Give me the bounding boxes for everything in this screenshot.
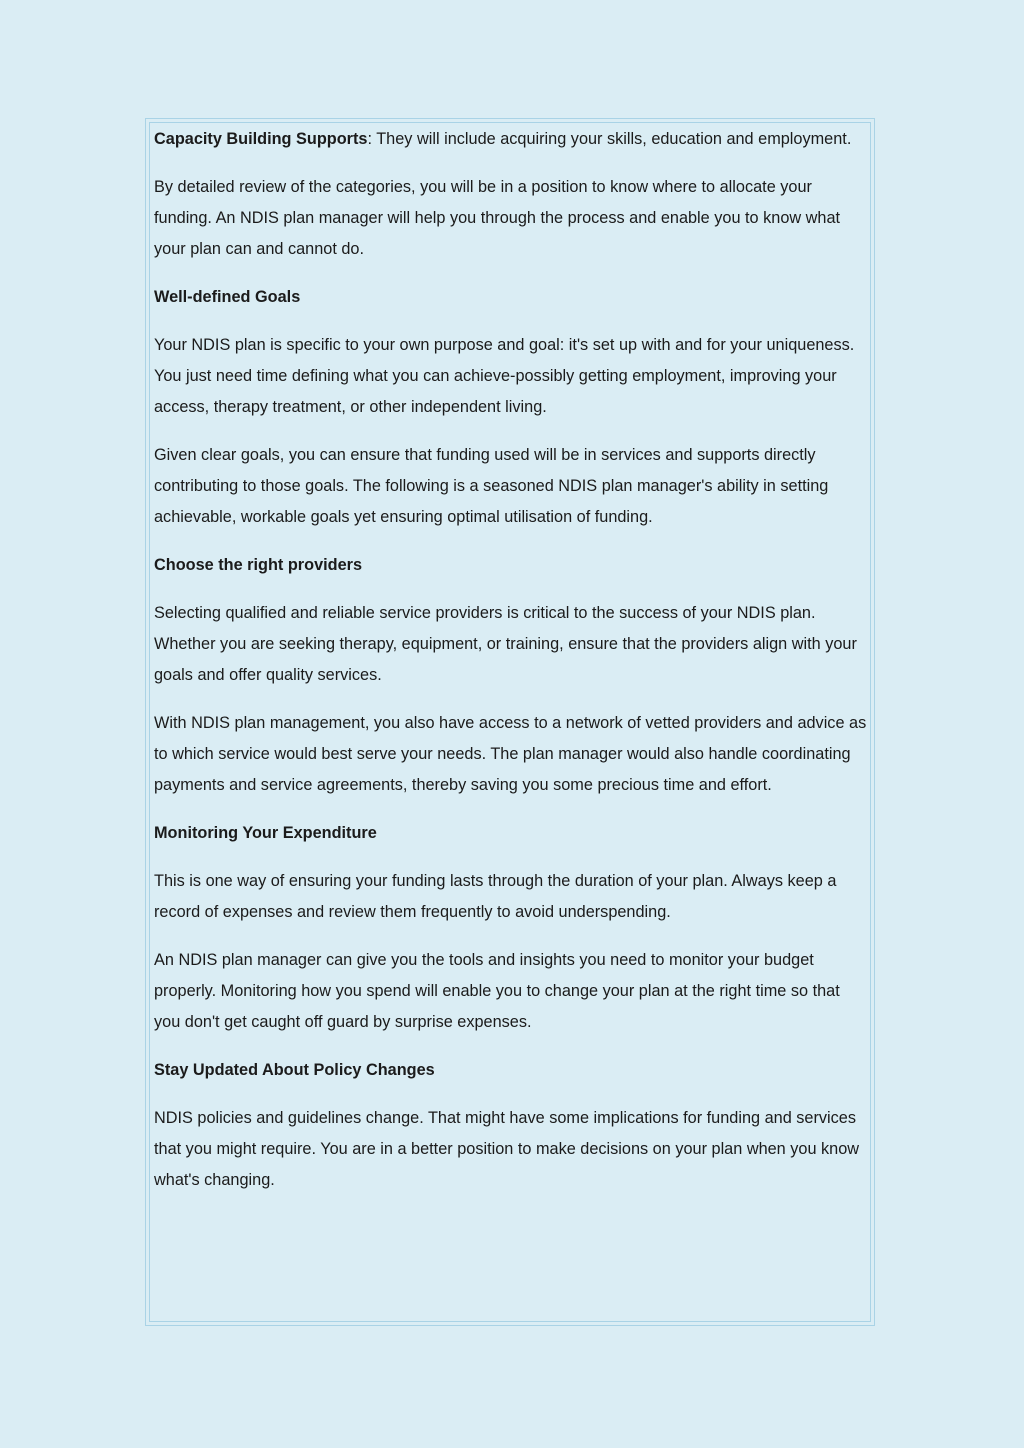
paragraph-plan-specific: Your NDIS plan is specific to your own purpose and goal: it's set up with and for your uniqueness. You just need time defining what you can achieve-possibly getting employment, improving your access, therapy treatment, or other independent living. bbox=[154, 336, 855, 416]
document-body bbox=[154, 124, 870, 1213]
heading-policy-changes: Stay Updated About Policy Changes bbox=[154, 1061, 435, 1079]
paragraph-funding-lasts: This is one way of ensuring your funding lasts through the duration of your plan. Always keep a record of expenses and review them frequently to avoid underspending. bbox=[154, 872, 837, 921]
heading-monitoring-expenditure: Monitoring Your Expenditure bbox=[154, 824, 377, 842]
paragraph-plan-management-network: With NDIS plan management, you also have access to a network of vetted providers and advice as to which service would best serve your needs. The plan manager would also handle coordinating payments and service agreements, thereby saving you some precious time and effort. bbox=[154, 714, 867, 794]
intro-text: : They will include acquiring your skills, education and employment. bbox=[367, 130, 852, 148]
paragraph-monitor-budget: An NDIS plan manager can give you the tools and insights you need to monitor your budget properly. Monitoring how you spend will enable you to change your plan at the right time so that you don't get caught off guard by surprise expenses. bbox=[154, 951, 840, 1031]
paragraph-clear-goals: Given clear goals, you can ensure that funding used will be in services and supports directly contributing to those goals. The following is a seasoned NDIS plan manager's ability in setting achievable, workable goals yet ensuring optimal utilisation of funding. bbox=[154, 446, 829, 526]
heading-well-defined-goals: Well-defined Goals bbox=[154, 288, 301, 306]
intro-lead: Capacity Building Supports bbox=[154, 130, 368, 148]
paragraph-policies-change: NDIS policies and guidelines change. That might have some implications for funding and services that you might require. You are in a better position to make decisions on your plan when you know what's changing. bbox=[154, 1109, 860, 1189]
paragraph-review-categories: By detailed review of the categories, you will be in a position to know where to allocate your funding. An NDIS plan manager will help you through the process and enable you to know what your plan can and cannot do. bbox=[154, 178, 841, 258]
heading-choose-providers: Choose the right providers bbox=[154, 556, 363, 574]
intro-paragraph bbox=[154, 124, 870, 155]
paragraph-selecting-providers: Selecting qualified and reliable service providers is critical to the success of your NDIS plan. Whether you are seeking therapy, equipment, or training, ensure that the providers align with your goals and offer quality services. bbox=[154, 604, 857, 684]
